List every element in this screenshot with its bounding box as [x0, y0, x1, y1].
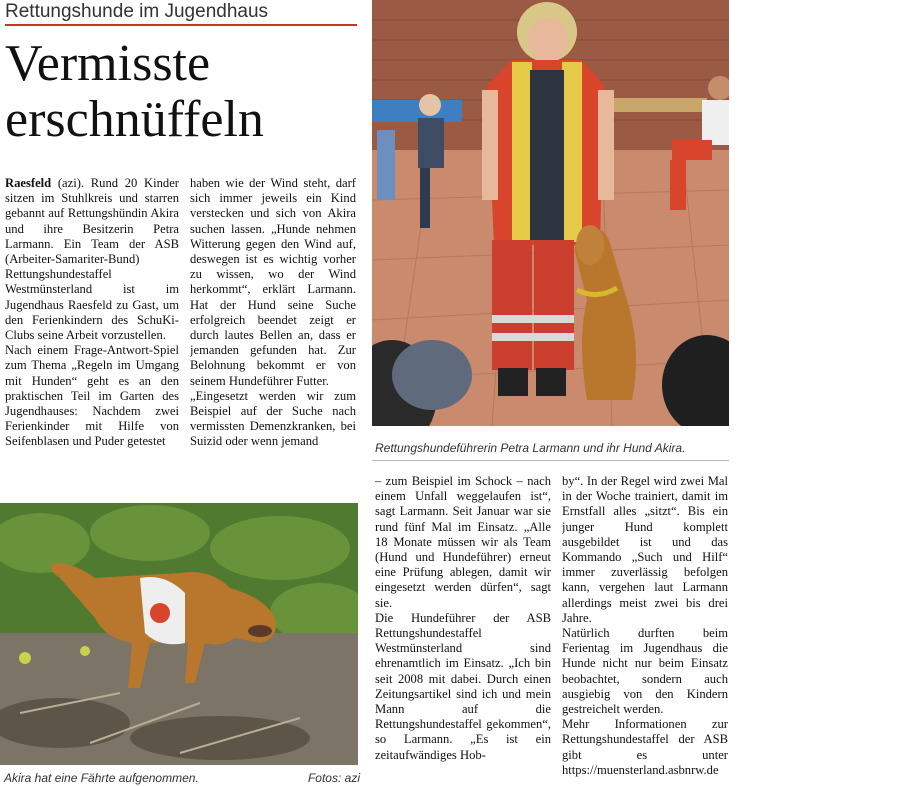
photo-illustration [372, 0, 729, 426]
photo-dog-on-trail [0, 503, 358, 765]
article-column-3 [375, 474, 551, 786]
photo-handler-and-dog [372, 0, 729, 426]
article-column-1 [5, 176, 179, 498]
dateline: Raesfeld [5, 176, 52, 190]
paragraph: Nach einem Frage-Antwort-Spiel zum Thema „Regeln im Umgang mit Hunden“ geht es an den praktischen Teil im Garten des Jugendhauses: Nachdem zwei Ferienkinder mit Hilfe von Seifenblasen und Puder getestet [5, 343, 179, 449]
article-column-2 [190, 176, 356, 498]
photo-illustration [0, 503, 358, 765]
paragraph: „Eingesetzt werden wir zum Beispiel auf der Suche nach vermissten Demenzkranken, bei Suizid oder wenn jemand [190, 388, 356, 449]
paragraph: (azi). Rund 20 Kinder sitzen im Stuhlkreis und starren gebannt auf Rettungshündin Akira und ihre Besitzerin Petra Larmann. Ein Team der ASB (Arbeiter-Samariter-Bund) Rettungshundestaffel Westmünsterland ist im Jugendhaus Raesfeld zu Gast, um den Ferienkindern des SchuKi-Clubs seine Arbeit vorzustellen. [5, 176, 179, 343]
photo-caption-top: Rettungshundeführerin Petra Larmann und ihr Hund Akira. [375, 441, 686, 455]
divider [372, 460, 729, 461]
article-headline [5, 36, 365, 148]
article-column-4 [562, 474, 728, 786]
paragraph: haben wie der Wind steht, darf sich immer jeweils ein Kind verstecken und sich von Akira suchen lassen. „Hunde nehmen Witterung gegen den Wind auf, deswegen ist es wichtig vorher zu wissen, wo der Wind herkommt“, erklärt Larmann. Hat der Hund seine Suche erfolgreich beendet zeigt er durch lautes Bellen an, dass er jemanden gefunden hat. Zur Belohnung bekommt er von seinem Hundeführer Futter. [190, 176, 356, 388]
headline-line-1: Vermisste [5, 35, 211, 92]
paragraph: by“. In der Regel wird zwei Mal in der Woche trainiert, damit im Ernstfall alles „sitzt“. Bis ein junger Hund komplett ausgebildet ist und das Kommando „Such und Hilf“ immer zuverlässig befolgen kann, vergehen laut Larmann allerdings meist zwei bis drei Jahre. [562, 474, 728, 625]
paragraph: – zum Beispiel im Schock – nach einem Unfall weggelaufen ist“, sagt Larmann. Seit Januar war sie rund fünf Mal im Einsatz. „Alle 18 Monate müssen wir als Team (Hund und Hundeführer) erneut eine Prüfung ablegen, damit wir eingesetzt werden dürfen“, sagt sie. [375, 474, 551, 610]
paragraph: Die Hundeführer der ASB Rettungshundestaffel Westmünsterland sind ehrenamtlich im Einsatz. „Ich bin seit 2008 mit dabei. Durch einen Zeitungsartikel sind ich und mein Mann auf die Rettungshundestaffel gekommen“, so Larmann. „Es ist ein zeitaufwändiges Hob- [375, 610, 551, 762]
headline-line-2: erschnüffeln [5, 91, 264, 148]
paragraph: Mehr Informationen zur Rettungshundestaffel der ASB gibt es unter https://muensterland.asbnrw.de [562, 717, 728, 777]
paragraph: Natürlich durften beim Ferientag im Jugendhaus die Hunde nicht nur beim Einsatz beobachtet, sondern auch ausgiebig von den Kindern gestreichelt werden. [562, 626, 728, 717]
photo-credit: Fotos: azi [307, 771, 360, 785]
photo-caption-bottom: Akira hat eine Fährte aufgenommen. [4, 771, 199, 785]
section-kicker: Rettungshunde im Jugendhaus [5, 1, 357, 26]
